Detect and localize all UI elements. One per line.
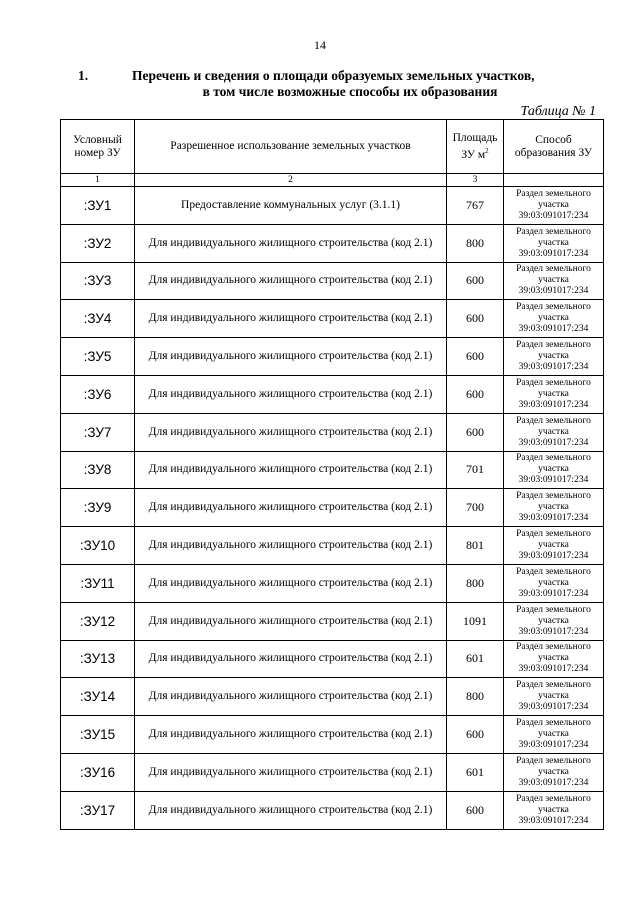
cell-plot-number: :ЗУ6 bbox=[61, 375, 135, 413]
column-number: 1 bbox=[61, 174, 135, 187]
cell-plot-number: :ЗУ16 bbox=[61, 753, 135, 791]
cell-permitted-use: Для индивидуального жилищного строительства (код 2.1) bbox=[135, 375, 447, 413]
section-title-line-2: в том числе возможные способы их образования bbox=[202, 84, 498, 99]
table-row bbox=[61, 716, 604, 754]
land-plots-table bbox=[60, 119, 604, 830]
cell-area: 800 bbox=[447, 678, 504, 716]
cell-formation-method: Раздел земельного участка 39:03:091017:234 bbox=[504, 527, 604, 565]
cell-plot-number: :ЗУ13 bbox=[61, 640, 135, 678]
table-row bbox=[61, 451, 604, 489]
cell-formation-method: Раздел земельного участка 39:03:091017:234 bbox=[504, 224, 604, 262]
cell-formation-method: Раздел земельного участка 39:03:091017:234 bbox=[504, 716, 604, 754]
column-number-row bbox=[61, 174, 604, 187]
section-title-line-1: Перечень и сведения о площади образуемых земельных участков, bbox=[132, 68, 535, 83]
cell-permitted-use: Для индивидуального жилищного строительства (код 2.1) bbox=[135, 678, 447, 716]
cell-area: 601 bbox=[447, 753, 504, 791]
cell-plot-number: :ЗУ14 bbox=[61, 678, 135, 716]
column-number bbox=[504, 174, 604, 187]
cell-formation-method: Раздел земельного участка 39:03:091017:234 bbox=[504, 338, 604, 376]
cell-permitted-use: Для индивидуального жилищного строительства (код 2.1) bbox=[135, 489, 447, 527]
cell-area: 767 bbox=[447, 187, 504, 225]
cell-plot-number: :ЗУ10 bbox=[61, 527, 135, 565]
cell-plot-number: :ЗУ17 bbox=[61, 791, 135, 829]
cell-area: 600 bbox=[447, 413, 504, 451]
cell-formation-method: Раздел земельного участка 39:03:091017:234 bbox=[504, 300, 604, 338]
cell-plot-number: :ЗУ9 bbox=[61, 489, 135, 527]
cell-plot-number: :ЗУ5 bbox=[61, 338, 135, 376]
cell-formation-method: Раздел земельного участка 39:03:091017:234 bbox=[504, 413, 604, 451]
cell-formation-method: Раздел земельного участка 39:03:091017:234 bbox=[504, 262, 604, 300]
cell-plot-number: :ЗУ15 bbox=[61, 716, 135, 754]
cell-permitted-use: Для индивидуального жилищного строительства (код 2.1) bbox=[135, 338, 447, 376]
table-row bbox=[61, 527, 604, 565]
table-row bbox=[61, 413, 604, 451]
cell-area: 700 bbox=[447, 489, 504, 527]
cell-permitted-use: Для индивидуального жилищного строительства (код 2.1) bbox=[135, 527, 447, 565]
header-plot-number: Условный номер ЗУ bbox=[61, 120, 135, 174]
table-row bbox=[61, 375, 604, 413]
cell-area: 600 bbox=[447, 262, 504, 300]
cell-area: 800 bbox=[447, 564, 504, 602]
cell-area: 601 bbox=[447, 640, 504, 678]
cell-formation-method: Раздел земельного участка 39:03:091017:234 bbox=[504, 451, 604, 489]
cell-plot-number: :ЗУ3 bbox=[61, 262, 135, 300]
cell-plot-number: :ЗУ2 bbox=[61, 224, 135, 262]
table-row bbox=[61, 300, 604, 338]
table-row bbox=[61, 640, 604, 678]
cell-formation-method: Раздел земельного участка 39:03:091017:234 bbox=[504, 753, 604, 791]
table-row bbox=[61, 791, 604, 829]
cell-permitted-use: Предоставление коммунальных услуг (3.1.1) bbox=[135, 187, 447, 225]
table-row bbox=[61, 564, 604, 602]
cell-permitted-use: Для индивидуального жилищного строительства (код 2.1) bbox=[135, 262, 447, 300]
cell-permitted-use: Для индивидуального жилищного строительства (код 2.1) bbox=[135, 640, 447, 678]
cell-plot-number: :ЗУ8 bbox=[61, 451, 135, 489]
cell-area: 600 bbox=[447, 338, 504, 376]
table-row bbox=[61, 678, 604, 716]
table-header-row bbox=[61, 120, 604, 174]
cell-area: 600 bbox=[447, 375, 504, 413]
section-heading bbox=[60, 68, 600, 100]
table-row bbox=[61, 224, 604, 262]
cell-permitted-use: Для индивидуального жилищного строительства (код 2.1) bbox=[135, 413, 447, 451]
cell-permitted-use: Для индивидуального жилищного строительства (код 2.1) bbox=[135, 753, 447, 791]
cell-formation-method: Раздел земельного участка 39:03:091017:234 bbox=[504, 640, 604, 678]
cell-area: 600 bbox=[447, 716, 504, 754]
cell-permitted-use: Для индивидуального жилищного строительства (код 2.1) bbox=[135, 564, 447, 602]
table-body bbox=[61, 187, 604, 830]
cell-permitted-use: Для индивидуального жилищного строительства (код 2.1) bbox=[135, 300, 447, 338]
cell-permitted-use: Для индивидуального жилищного строительства (код 2.1) bbox=[135, 791, 447, 829]
header-formation-method: Способ образования ЗУ bbox=[504, 120, 604, 174]
column-number: 3 bbox=[447, 174, 504, 187]
cell-permitted-use: Для индивидуального жилищного строительства (код 2.1) bbox=[135, 716, 447, 754]
cell-formation-method: Раздел земельного участка 39:03:091017:234 bbox=[504, 602, 604, 640]
header-area-unit-superscript: 2 bbox=[485, 146, 489, 155]
table-row bbox=[61, 338, 604, 376]
header-permitted-use: Разрешенное использование земельных участков bbox=[135, 120, 447, 174]
table-caption: Таблица № 1 bbox=[520, 104, 596, 119]
cell-area: 600 bbox=[447, 791, 504, 829]
header-area bbox=[447, 120, 504, 174]
table-row bbox=[61, 489, 604, 527]
cell-formation-method: Раздел земельного участка 39:03:091017:234 bbox=[504, 375, 604, 413]
table-row bbox=[61, 602, 604, 640]
cell-plot-number: :ЗУ1 bbox=[61, 187, 135, 225]
cell-plot-number: :ЗУ4 bbox=[61, 300, 135, 338]
cell-permitted-use: Для индивидуального жилищного строительства (код 2.1) bbox=[135, 451, 447, 489]
column-number: 2 bbox=[135, 174, 447, 187]
table-row bbox=[61, 262, 604, 300]
cell-plot-number: :ЗУ7 bbox=[61, 413, 135, 451]
cell-formation-method: Раздел земельного участка 39:03:091017:234 bbox=[504, 791, 604, 829]
cell-formation-method: Раздел земельного участка 39:03:091017:234 bbox=[504, 187, 604, 225]
cell-permitted-use: Для индивидуального жилищного строительства (код 2.1) bbox=[135, 602, 447, 640]
cell-area: 800 bbox=[447, 224, 504, 262]
cell-area: 801 bbox=[447, 527, 504, 565]
header-area-label: Площадь ЗУ м bbox=[452, 131, 498, 161]
table-row bbox=[61, 187, 604, 225]
cell-plot-number: :ЗУ11 bbox=[61, 564, 135, 602]
section-number: 1. bbox=[78, 68, 89, 83]
cell-plot-number: :ЗУ12 bbox=[61, 602, 135, 640]
cell-area: 1091 bbox=[447, 602, 504, 640]
table-row bbox=[61, 753, 604, 791]
cell-formation-method: Раздел земельного участка 39:03:091017:234 bbox=[504, 678, 604, 716]
cell-permitted-use: Для индивидуального жилищного строительства (код 2.1) bbox=[135, 224, 447, 262]
cell-area: 600 bbox=[447, 300, 504, 338]
cell-formation-method: Раздел земельного участка 39:03:091017:234 bbox=[504, 564, 604, 602]
page-number: 14 bbox=[314, 38, 326, 52]
cell-area: 701 bbox=[447, 451, 504, 489]
cell-formation-method: Раздел земельного участка 39:03:091017:234 bbox=[504, 489, 604, 527]
